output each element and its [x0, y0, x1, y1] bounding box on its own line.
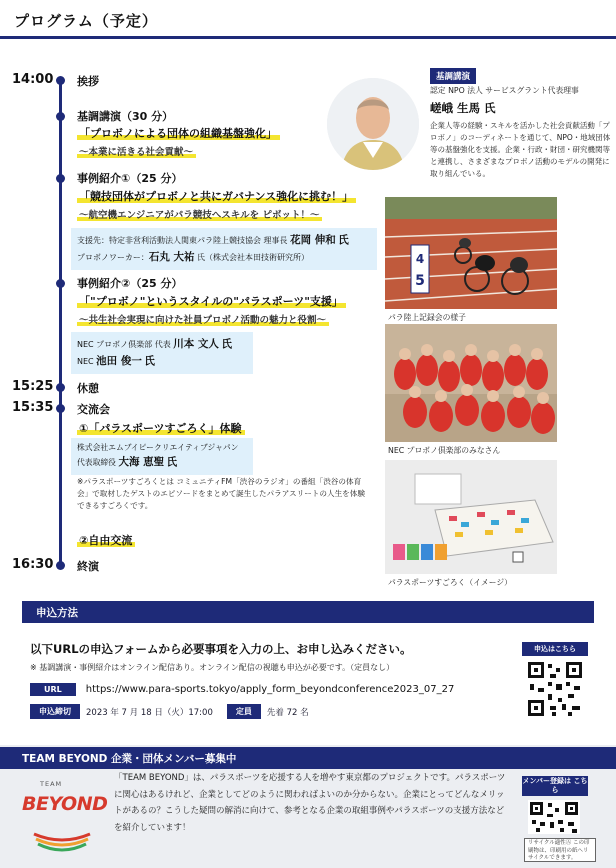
case1-line2-pre: プロボノワーカー：	[77, 252, 149, 262]
timeline-dot	[56, 112, 65, 121]
capacity-value: 先着 72 名	[266, 707, 309, 718]
timeline-dot	[56, 76, 65, 85]
deadline-row	[30, 704, 309, 719]
case1-line2-post: 氏（株式会社本田技術研究所）	[197, 252, 310, 262]
break-label: 休憩	[77, 382, 99, 395]
logo-team-text: TEAM	[40, 780, 63, 788]
keynote-tag: 基調講演	[430, 68, 476, 84]
timeline-dot	[56, 174, 65, 183]
keynote-speaker-name: 嵯峨 生馬 氏	[430, 101, 496, 115]
deadline-value: 2023 年 7 月 18 日（火）17:00	[86, 707, 213, 718]
timeline-dot	[56, 404, 65, 413]
time-1525: 15:25	[12, 379, 54, 394]
lane-number-5: 5	[415, 273, 425, 289]
case2-heading: 事例紹介②（25 分）	[77, 277, 183, 290]
url-label: URL	[30, 683, 76, 696]
logo-beyond-text: BEYOND	[22, 793, 108, 815]
exchange1-presenter-post: 氏	[166, 456, 178, 469]
page-title: プログラム（予定）	[14, 12, 158, 30]
end-label: 終演	[77, 560, 99, 573]
keynote-speaker-bio: 企業人等の経験・スキルを活かした社会貢献活動「プロボノ」のコーディネートを通じて、NPO・地域団体等の基盤強化を支援。企業・行政・財団・研究機関等と連携し、さまざまなプロボノ活動のモデルの開発に取り組んでいる。	[430, 121, 611, 178]
case1-heading: 事例紹介①（25 分）	[77, 172, 183, 185]
timeline-dot	[56, 279, 65, 288]
case1-speakers-box	[71, 228, 377, 270]
time-1630: 16:30	[12, 557, 54, 572]
keynote-subtitle: 〜本業に活きる社会貢献〜	[77, 147, 196, 158]
timeline-dot	[56, 383, 65, 392]
time-1400: 14:00	[12, 72, 54, 87]
recycle-mark: リサイクル適性Ⓐ この印刷物は、印刷用の紙へリサイクルできます。	[524, 838, 596, 862]
para-athletics-photo	[385, 197, 557, 309]
case1-line1-post: 氏	[338, 234, 349, 246]
application-header: 申込方法	[22, 601, 594, 623]
case2-line1-pre: NEC プロボノ倶楽部 代表	[77, 340, 171, 349]
case1-speaker1-name: 花岡 伸和	[290, 234, 336, 246]
case2-speaker2-name: 池田 俊一	[96, 354, 142, 367]
photo-caption-nec: NEC プロボノ倶楽部のみなさん	[388, 446, 501, 455]
timeline-line	[59, 78, 62, 568]
speaker-portrait	[327, 78, 419, 170]
exchange2-title: ②自由交流	[77, 534, 135, 547]
case2-line2-post: 氏	[144, 354, 155, 367]
case1-title: 「競技団体がプロボノと共にガバナンス強化に挑む！」	[77, 190, 356, 203]
photo-caption-athletics: パラ陸上記録会の様子	[388, 313, 466, 322]
case1-speaker2-name: 石丸 大祐	[148, 250, 195, 263]
deadline-label: 申込締切	[30, 704, 80, 719]
timeline-dot	[56, 561, 65, 570]
case2-subtitle: 〜共生社会実現に向けた社員プロボノ活動の魅力と役割〜	[77, 315, 329, 326]
application-qr-label: 申込はこちら	[522, 642, 588, 656]
time-1535: 15:35	[12, 400, 54, 415]
exchange1-title: ①「パラスポーツすごろく」体験	[77, 422, 245, 435]
exchange-label: 交流会	[77, 403, 110, 416]
application-instruction: 以下URLの申込フォームから必要事項を入力の上、お申し込みください。	[30, 642, 412, 656]
case2-speakers-box	[71, 332, 253, 374]
exchange1-presenter-name: 大海 恵聖	[118, 456, 165, 469]
case1-subtitle: 〜航空機エンジニアがパラ競技へスキルを ピボット！〜	[77, 210, 322, 221]
exchange1-company: 株式会社エムブイピークリエイティブジャパン	[77, 443, 239, 452]
sugoroku-photo	[385, 460, 557, 574]
case2-title: 「"プロボノ"というスタイルの"パラスポーツ"支援」	[77, 295, 346, 308]
url-row	[30, 683, 454, 696]
team-beyond-description: 「TEAM BEYOND」は、パラスポーツを応援する人を増やす東京都のプロジェクトです。パラスポーツに関心はあるけれど、企業としてどのように関わればよいのか分からない。企業にとってどんなメリットがあるの？こうした疑問の解消に向けて、参考となる企業の取組事例やパラスポーツの支援方法などを紹介しています！	[114, 773, 506, 833]
exchange1-role: 代表取締役	[77, 458, 116, 468]
lane-number-4: 4	[415, 252, 425, 266]
capacity-label: 定員	[227, 704, 261, 719]
case2-speaker1-name: 川本 文人	[173, 338, 219, 350]
member-qr-label: メンバー登録は こちら	[522, 777, 588, 795]
nec-club-photo	[385, 324, 557, 442]
case2-line1-post: 氏	[221, 338, 232, 350]
greeting-label: 挨拶	[77, 75, 99, 88]
exchange1-presenter-box	[71, 438, 253, 475]
case1-line1-pre: 支援先：特定非営利活動法人関東パラ陸上競技協会 理事長	[77, 236, 288, 245]
title-divider	[0, 36, 616, 39]
member-qr-code[interactable]	[528, 800, 580, 834]
keynote-speaker-org: 認定 NPO 法人 サービスグラント代表理事	[430, 86, 579, 95]
team-beyond-header: TEAM BEYOND 企業・団体メンバー募集中	[0, 747, 616, 769]
application-note: ※ 基調講演・事例紹介はオンライン配信あり。オンライン配信の視聴も申込が必要です。（定員なし）	[30, 663, 395, 672]
application-qr-code[interactable]	[526, 660, 584, 718]
keynote-title: 「プロボノによる団体の組織基盤強化」	[77, 127, 280, 140]
case2-line2-pre: NEC	[77, 356, 94, 366]
sugoroku-note: ※パラスポーツすごろくとは コミュニティFM「渋谷のラジオ」の番組「渋谷の体育会」で取材したゲストのエピソードをまとめて誕生したパラアスリートの人生を体験できるすごろくです。	[77, 477, 365, 510]
application-url-link[interactable]: https://www.para-sports.tokyo/apply_form_beyondconference2023_07_27	[85, 684, 455, 695]
photo-caption-sugoroku: パラスポーツすごろく（イメージ）	[388, 578, 512, 587]
keynote-heading: 基調講演（30 分）	[77, 110, 174, 123]
